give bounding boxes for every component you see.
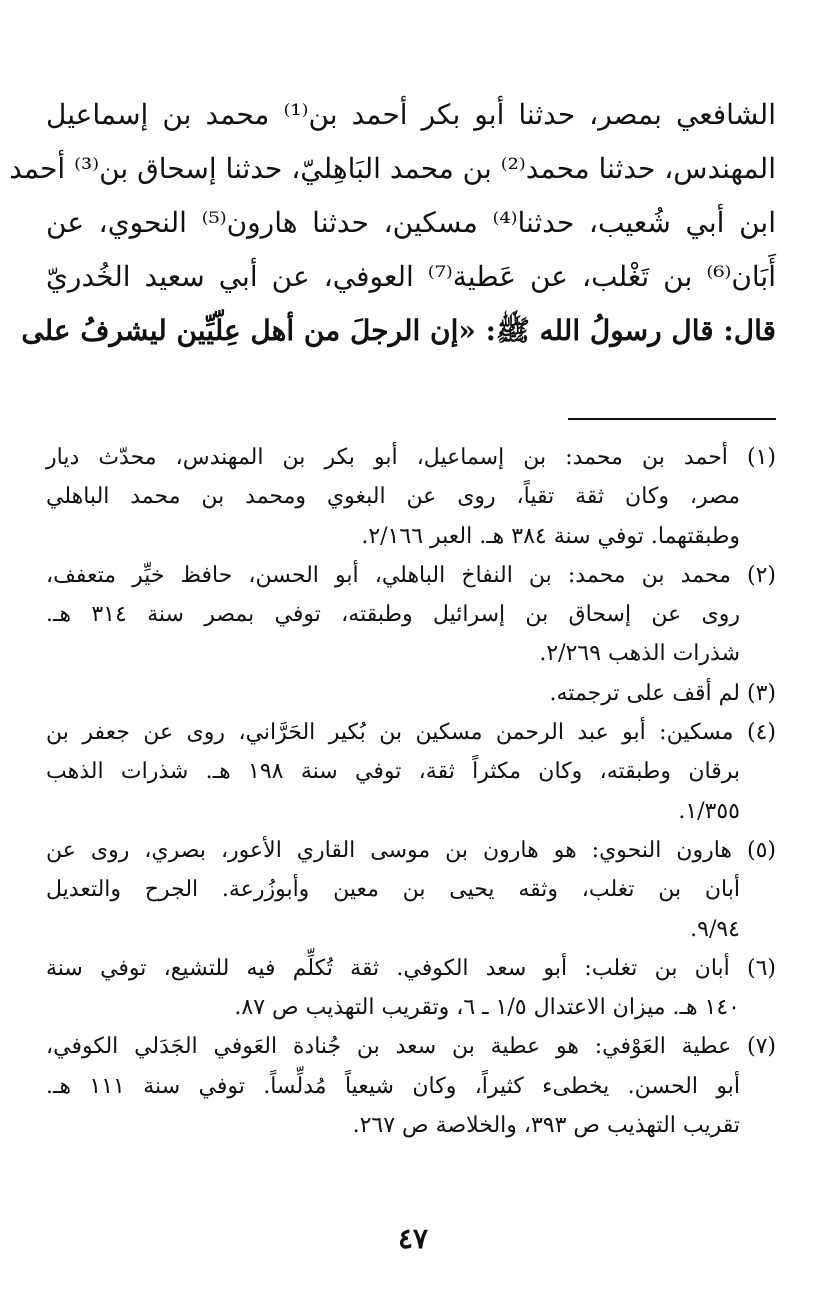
footnote-line: أبان بن تغلب، وثقه يحيى بن معين وأبوزُرعة. الجرح والتعديل (46, 877, 740, 903)
footnote-line: (٥) هارون النحوي: هو هارون بن موسى القاري الأعور، بصري، روى عن (46, 837, 776, 863)
footnote-line: شذرات الذهب ٢/٢٦٩. (539, 641, 740, 667)
footnote-line: (٦) أبان بن تغلب: أبو سعد الكوفي. ثقة تُكلِّم فيه للتشيع، توفي سنة (46, 955, 776, 981)
main-text-line: المهندس، حدثنا محمد⁽²⁾ بن محمد البَاهِليّ، حدثنا إسحاق بن⁽³⁾ أحمد (9, 152, 776, 185)
main-text (9, 88, 776, 358)
footnote-line: ١/٣٥٥. (678, 798, 740, 824)
footnote-line: وطبقتهما. توفي سنة ٣٨٤ هـ. العبر ٢/١٦٦. (361, 523, 740, 549)
footnote-separator (568, 418, 776, 420)
footnotes (46, 438, 776, 1145)
footnote-line: مصر، وكان ثقة تقياً، روى عن البغوي ومحمد بن محمد الباهلي (46, 484, 740, 510)
footnote-line: برقان وطبقته، وكان مكثراً ثقة، توفي سنة ١٩٨ هـ. شذرات الذهب (46, 759, 740, 785)
main-text-line: أَبَان⁽⁶⁾ بن تَغْلب، عن عَطية⁽⁷⁾ العوفي، عن أبي سعيد الخُدريّ (46, 260, 776, 293)
footnote-line: (٧) عطية العَوْفي: هو عطية بن سعد بن جُنادة العَوفي الجَدَلي الكوفي، (46, 1034, 776, 1060)
footnote-line: روى عن إسحاق بن إسرائيل وطبقته، توفي بمصر سنة ٣١٤ هـ. (46, 602, 740, 628)
page-number: ٤٧ (397, 1222, 429, 1255)
main-text-line: الشافعي بمصر، حدثنا أبو بكر أحمد بن⁽¹⁾ محمد بن إسماعيل (46, 98, 776, 131)
footnote-line: (٣) لم أقف على ترجمته. (549, 680, 776, 706)
footnote-line: ٩/٩٤. (690, 916, 740, 942)
main-text-line: قال: قال رسولُ الله ﷺ: «إن الرجلَ من أهل عِلّيِّين ليشرفُ على (21, 314, 776, 347)
footnote-line: أبو الحسن. يخطىء كثيراً، وكان شيعياً مُدلِّساً. توفي سنة ١١١ هـ. (46, 1073, 740, 1099)
footnote-line: ١٤٠ هـ. ميزان الاعتدال ١/٥ ـ ٦، وتقريب التهذيب ص ٨٧. (234, 995, 740, 1021)
footnote-line: تقريب التهذيب ص ٣٩٣، والخلاصة ص ٢٦٧. (352, 1113, 740, 1139)
footnote-line: (٢) محمد بن محمد: بن النفاخ الباهلي، أبو الحسن، حافظ خيِّر متعفف، (46, 562, 776, 588)
footnote-line: (٤) مسكين: أبو عبد الرحمن مسكين بن بُكير الحَرَّاني، روى عن جعفر بن (46, 720, 776, 746)
main-text-line: ابن أبي شُعيب، حدثنا⁽⁴⁾ مسكين، حدثنا هارون⁽⁵⁾ النحوي، عن (46, 206, 776, 239)
footnote-line: (١) أحمد بن محمد: بن إسماعيل، أبو بكر بن المهندس، محدّث ديار (46, 445, 776, 470)
